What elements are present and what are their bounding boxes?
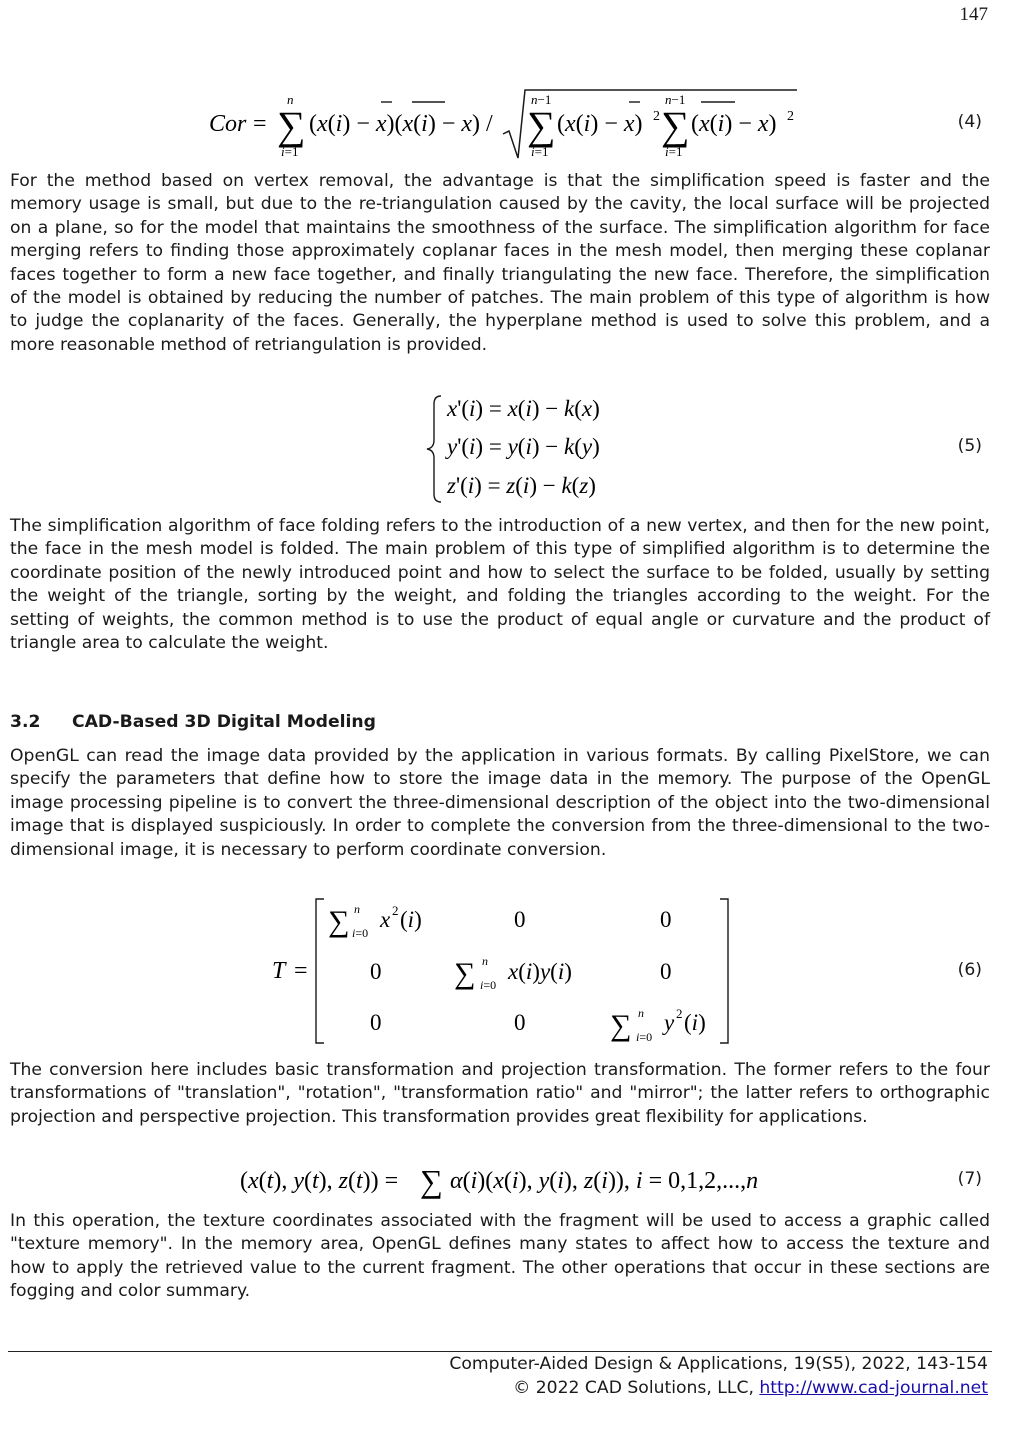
svg-text:i=1: i=1 [531, 144, 549, 159]
svg-text:∑: ∑ [661, 103, 690, 148]
svg-text:0: 0 [370, 959, 382, 984]
svg-text:∑: ∑ [527, 103, 556, 148]
journal-link[interactable]: http://www.cad-journal.net [759, 1378, 988, 1398]
svg-text:n−1: n−1 [665, 92, 686, 107]
equation-6 [270, 895, 740, 1047]
footer-journal: Computer-Aided Design & Applications, 19(S5), 2022, 143-154 [449, 1354, 988, 1374]
paragraph-texture: In this operation, the texture coordinates associated with the fragment will be used to access a graphic called "texture memory". In the memory area, OpenGL defines many states to affect how to access the texture and how to apply the retrieved value to the current fragment. The other operations that occur in these sections are fogging and color summary. [10, 1211, 990, 1302]
svg-text:∑: ∑ [328, 905, 350, 938]
equation-6-number: (6) [957, 960, 982, 980]
svg-text:Cor: Cor [209, 111, 247, 137]
svg-text:∑: ∑ [454, 957, 476, 990]
svg-text:i=0: i=0 [352, 926, 369, 940]
svg-text:i=1: i=1 [281, 144, 299, 159]
svg-text:(i): (i) [400, 907, 422, 932]
paragraph-conversion: The conversion here includes basic transformation and projection transformation. The former refers to the four transformations of "translation", "rotation", "transformation ratio" and "mirror"; the latter refers to orthographic projection and perspective projection. This transformation provides great flexibility for applications. [10, 1060, 990, 1127]
section-title: CAD-Based 3D Digital Modeling [72, 712, 376, 732]
svg-text:n: n [482, 954, 488, 968]
svg-text:0: 0 [514, 907, 526, 932]
paragraph-vertex-removal: For the method based on vertex removal, the advantage is that the simplification speed is faster and the memory usage is small, but due to the re-triangulation caused by the cavity, the local surface will be projected on a plane, so for the model that maintains the smoothness of the surface. The simplification algorithm for face merging refers to finding those approximately coplanar faces in the mesh model, then merging these coplanar faces together to form a new face together, and finally triangulating the new face. Therefore, the simplification of the model is obtained by reducing the number of patches. The main problem of this type of algorithm is how to judge the coplanarity of the faces. Generally, the hyperplane method is used to solve this problem, and a more reasonable method of retriangulation is provided. [10, 171, 990, 355]
equation-5-number: (5) [957, 436, 982, 456]
svg-text:x'(i) = x(i) − k(x): x'(i) = x(i) − k(x) [447, 396, 600, 421]
svg-text:0: 0 [660, 959, 672, 984]
svg-text:2: 2 [392, 903, 399, 918]
svg-text:=: = [253, 111, 267, 137]
paragraph-opengl-read: OpenGL can read the image data provided by the application in various formats. By calling PixelStore, we can specify the parameters that define how to store the image data in the memory. The purpose of the OpenGL image processing pipeline is to convert the three-dimensional description of the object into the two-dimensional image that is displayed suspiciously. In order to complete the conversion from the three-dimensional to the two-dimensional image, it is necessary to perform coordinate conversion. [10, 746, 990, 860]
svg-text:∑: ∑ [420, 1163, 443, 1199]
page-number: 147 [959, 4, 988, 25]
svg-text:T: T [272, 958, 286, 984]
svg-text:x: x [380, 907, 391, 932]
footer-copyright [513, 1378, 988, 1398]
svg-text:0: 0 [514, 1010, 526, 1035]
svg-text:0: 0 [370, 1010, 382, 1035]
svg-text:(x(i) − x): (x(i) − x) [557, 111, 643, 137]
equation-4 [205, 86, 805, 160]
equation-5 [425, 390, 645, 508]
svg-text:n−1: n−1 [531, 92, 552, 107]
svg-text:α(i)(x(i), y(i), z(i)), i = 0,: α(i)(x(i), y(i), z(i)), i = 0,1,2,...,n [450, 1168, 759, 1194]
svg-text:z'(i) = z(i) − k(z): z'(i) = z(i) − k(z) [447, 473, 596, 498]
svg-text:2: 2 [787, 109, 794, 124]
paragraph-face-folding: The simplification algorithm of face folding refers to the introduction of a new vertex, and then for the new point, the face in the mesh model is folded. The main problem of this type of simplified algorithm is to determine the coordinate position of the newly introduced point and how to select the surface to be folded, usually by setting the weight of the triangle, sorting by the weight, and folding the triangles according to the weight. For the setting of weights, the common method is to use the product of equal angle or curvature and the product of triangle area to calculate the weight. [10, 516, 990, 654]
svg-text:0: 0 [660, 907, 672, 932]
svg-text:n: n [354, 902, 360, 916]
svg-text:i=0: i=0 [480, 978, 497, 992]
svg-text:(x(i) − x)(x(i) − x) /: (x(i) − x)(x(i) − x) / [309, 111, 493, 137]
svg-text:n: n [287, 92, 294, 107]
footer-rule [8, 1351, 992, 1352]
svg-text:i=0: i=0 [636, 1030, 653, 1044]
section-number: 3.2 [10, 712, 41, 732]
equation-7-number: (7) [957, 1169, 982, 1189]
svg-text:i=1: i=1 [665, 144, 683, 159]
svg-text:2: 2 [653, 109, 660, 124]
svg-text:2: 2 [676, 1006, 683, 1021]
svg-text:y'(i) = y(i) − k(y): y'(i) = y(i) − k(y) [447, 434, 600, 459]
equation-4-number: (4) [957, 112, 982, 132]
svg-text:=: = [294, 958, 308, 984]
section-heading [10, 712, 376, 732]
svg-text:∑: ∑ [610, 1009, 632, 1042]
svg-text:∑: ∑ [277, 103, 306, 148]
svg-text:y: y [664, 1010, 675, 1035]
svg-text:(i): (i) [684, 1010, 706, 1035]
equation-7 [238, 1160, 808, 1200]
svg-text:(x(i) − x): (x(i) − x) [691, 111, 777, 137]
footer-copyright-text: © 2022 CAD Solutions, LLC, [513, 1378, 760, 1398]
svg-text:(x(t), y(t), z(t)) =: (x(t), y(t), z(t)) = [240, 1168, 399, 1194]
svg-text:x(i)y(i): x(i)y(i) [508, 959, 572, 984]
svg-text:n: n [638, 1006, 644, 1020]
